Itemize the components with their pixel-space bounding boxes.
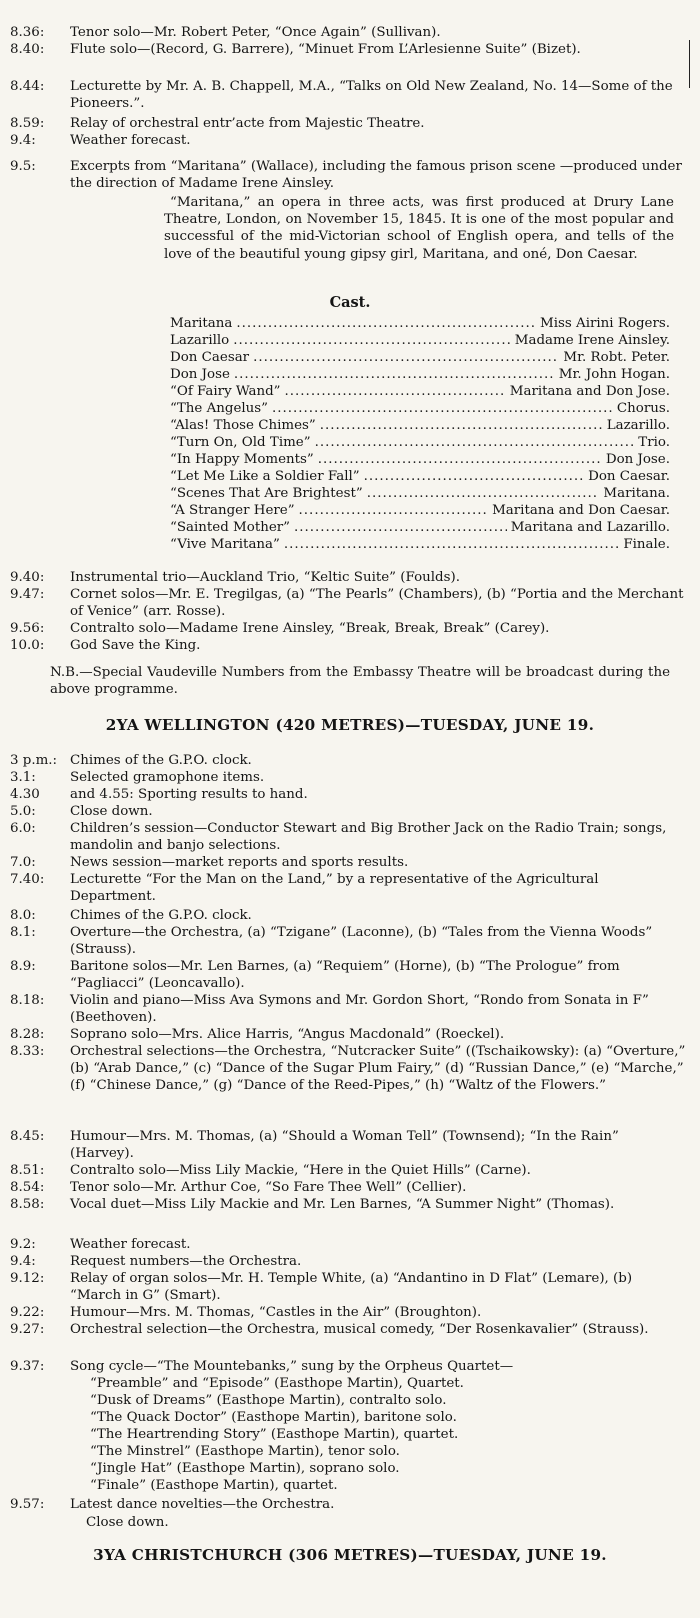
program-entry [10,1496,686,1513]
leader-dots [285,383,506,400]
entry-text: Relay of organ solos—Mr. H. Temple White, (a) “Andantino in D Flat” (Lemare), (b) “March in G” (Smart). [70,1271,633,1304]
entry-time: 6.0: [10,821,36,836]
entry-time: 8.51: [10,1163,45,1178]
program-entry [10,1270,686,1304]
entry-text: Orchestral selection—the Orchestra, musical comedy, “Der Rosenkavalier” (Strauss). [70,1322,649,1337]
entry-text: Instrumental trio—Auckland Trio, “Keltic Suite” (Foulds). [70,570,460,585]
cast-performer: Chorus. [616,401,670,416]
cast-performer: Trio. [638,435,670,450]
entry-time: 9.2: [10,1237,36,1252]
cast-role: Don Jose [170,367,230,382]
program-entry [10,637,686,654]
cast-role: Don Caesar [170,350,250,365]
entry-time: 8.36: [10,25,45,40]
cast-role: Lazarillo [170,333,230,348]
program-entry [10,132,686,149]
entry-text: Tenor solo—Mr. Robert Peter, “Once Again” (Sullivan). [70,25,441,40]
entry-text: Excerpts from “Maritana” (Wallace), including the famous prison scene —produced under the direction of Madame Irene Ainsley. [70,159,682,192]
program-entry [10,620,686,637]
cast-row [170,451,670,468]
leader-dots [299,502,489,519]
entry-text: Orchestral selections—the Orchestra, “Nutcracker Suite” ((Tschaikowsky): (a) “Overture,” (b) “Arab Dance,” (c) “Dance of the Sugar Plum Fairy,” (d) “Russian Dance,” (e) “Marche,” (f) “Chinese Dance,” (g) “Dance of the Reed-Pipes,” (h) “Waltz of the Flowers.” [70,1044,686,1094]
entry-text: Weather forecast. [70,1237,191,1252]
entry-time: 5.0: [10,804,36,819]
cast-row [170,468,670,485]
entry-text: Soprano solo—Mrs. Alice Harris, “Angus Macdonald” (Roeckel). [70,1027,505,1042]
cast-performer: Mr. Robt. Peter. [563,350,670,365]
leader-dots [284,536,619,553]
entry-time: 3.1: [10,770,36,785]
cast-performer: Madame Irene Ainsley. [514,333,670,348]
entry-text: and 4.55: Sporting results to hand. [70,787,308,802]
entry-time: 9.37: [10,1359,45,1374]
entry-text: Latest dance novelties—the Orchestra. [70,1497,335,1512]
song-cycle-line: “The Minstrel” (Easthope Martin), tenor solo. [90,1444,400,1459]
station-heading-3ya: 3YA CHRISTCHURCH (306 METRES)—TUESDAY, JUNE 19. [93,1546,607,1564]
entry-time: 8.54: [10,1180,45,1195]
program-entry [10,1128,686,1162]
entry-text: Close down. [70,804,153,819]
cast-row [170,383,670,400]
leader-dots [315,434,635,451]
program-entry [10,820,686,854]
entry-time: 9.27: [10,1322,45,1337]
entry-text: Children’s session—Conductor Stewart and Big Brother Jack on the Radio Train; songs, mandolin and banjo selections. [70,821,667,854]
leader-dots [320,417,603,434]
entry-time: 7.0: [10,855,36,870]
program-entry [10,907,686,924]
entry-text: Contralto solo—Madame Irene Ainsley, “Break, Break, Break” (Carey). [70,621,550,636]
entry-text: Contralto solo—Miss Lily Mackie, “Here in the Quiet Hills” (Carne). [70,1163,531,1178]
cast-role: “Let Me Like a Soldier Fall” [170,469,360,484]
cast-performer: Finale. [623,537,670,552]
entry-time: 8.9: [10,959,36,974]
entry-time: 8.45: [10,1129,45,1144]
program-entry [10,1253,686,1270]
entry-time: 9.40: [10,570,45,585]
cast-row [170,485,670,502]
entry-time: 9.12: [10,1271,45,1286]
program-entry [10,958,686,992]
song-cycle-line: “Finale” (Easthope Martin), quartet. [90,1478,338,1493]
entry-time: 8.1: [10,925,36,940]
program-entry [10,992,686,1026]
leader-dots [234,366,555,383]
entry-time: 9.4: [10,133,36,148]
cast-performer: Mr. John Hogan. [558,367,670,382]
entry-text: Tenor solo—Mr. Arthur Coe, “So Fare Thee Well” (Cellier). [70,1180,467,1195]
leader-dots [253,349,559,366]
cast-role: “Sainted Mother” [170,520,290,535]
cast-performer: Maritana. [603,486,670,501]
entry-time: 9.22: [10,1305,45,1320]
leader-dots [236,315,536,332]
entry-time: 8.59: [10,116,45,131]
entry-text: Chimes of the G.P.O. clock. [70,753,252,768]
cast-performer: Don Caesar. [588,469,670,484]
program-entry [10,569,686,586]
entry-time: 8.18: [10,993,45,1008]
program-entry [10,769,686,786]
cast-performer: Maritana and Lazarillo. [510,520,670,535]
program-entry [10,78,686,112]
leader-dots [367,485,600,502]
program-entry [10,1196,686,1213]
cast-row [170,519,670,536]
entry-text: Request numbers—the Orchestra. [70,1254,302,1269]
entry-text: News session—market reports and sports results. [70,855,409,870]
leader-dots [272,400,613,417]
column-rule [689,40,690,88]
nb-note: N.B.—Special Vaudeville Numbers from the Embassy Theatre will be broadcast during the above programme. [50,665,670,698]
entry-time: 4.30 [10,787,40,802]
entry-text: Humour—Mrs. M. Thomas, (a) “Should a Woman Tell” (Townsend); “In the Rain” (Harvey). [70,1129,619,1162]
maritana-description: “Maritana,” an opera in three acts, was first produced at Drury Lane Theatre, London, on November 15, 1845. It is one of the most popular and successful of the mid-Victorian school of English opera, and tells of the love of the beautiful young gipsy girl, Maritana, and oné, Don Caesar. [164,195,674,262]
cast-role: Maritana [170,316,233,331]
program-entry [10,41,686,58]
entry-text: God Save the King. [70,638,201,653]
entry-time: 10.0: [10,638,45,653]
entry-time: 9.57: [10,1497,45,1512]
entry-time: 8.28: [10,1027,45,1042]
cast-row [170,536,670,553]
program-entry [10,752,686,769]
entry-text: Selected gramophone items. [70,770,265,785]
cast-role: “In Happy Moments” [170,452,314,467]
program-entry [10,786,686,803]
program-entry [10,803,686,820]
program-entry [10,115,686,132]
program-entry [10,1236,686,1253]
station-heading-2ya: 2YA WELLINGTON (420 METRES)—TUESDAY, JUNE 19. [105,716,595,734]
program-entry [10,1043,686,1095]
cast-role: “Vive Maritana” [170,537,280,552]
entry-text: Vocal duet—Miss Lily Mackie and Mr. Len Barnes, “A Summer Night” (Thomas). [70,1197,615,1212]
leader-dots [364,468,584,485]
cast-performer: Maritana and Don Caesar. [492,503,670,518]
leader-dots [294,519,507,536]
cast-row [170,315,670,332]
cast-role: “Alas! Those Chimes” [170,418,316,433]
cast-row [170,349,670,366]
cast-role: “Of Fairy Wand” [170,384,281,399]
cast-row [170,332,670,349]
cast-role: “Scenes That Are Brightest” [170,486,363,501]
entry-time: 8.33: [10,1044,45,1059]
cast-title: Cast. [329,294,371,311]
entry-text: Lecturette “For the Man on the Land,” by a representative of the Agricultural Department. [70,872,599,905]
entry-text: Humour—Mrs. M. Thomas, “Castles in the Air” (Broughton). [70,1305,482,1320]
program-entry [10,1026,686,1043]
entry-text: Relay of orchestral entr’acte from Majestic Theatre. [70,116,425,131]
cast-performer: Miss Airini Rogers. [540,316,670,331]
entry-text: Flute solo—(Record, G. Barrere), “Minuet From L’Arlesienne Suite” (Bizet). [70,42,581,57]
program-entry [10,1179,686,1196]
cast-row [170,434,670,451]
entry-time: 8.0: [10,908,36,923]
program-entry [10,1321,686,1338]
program-entry [10,586,686,620]
cast-row [170,366,670,383]
close-down-line: Close down. [86,1515,169,1530]
entry-time: 3 p.m.: [10,753,58,768]
entry-time: 8.44: [10,79,45,94]
entry-time: 9.4: [10,1254,36,1269]
entry-text: Baritone solos—Mr. Len Barnes, (a) “Requiem” (Horne), (b) “The Prologue” from “Pagliacci” (Leoncavallo). [70,959,620,992]
entry-time: 8.58: [10,1197,45,1212]
program-entry [10,158,686,192]
entry-time: 9.5: [10,159,36,174]
leader-dots [233,332,511,349]
program-entry [10,1304,686,1321]
cast-role: “A Stranger Here” [170,503,295,518]
entry-text: Chimes of the G.P.O. clock. [70,908,252,923]
entry-time: 9.47: [10,587,45,602]
entry-text: Overture—the Orchestra, (a) “Tzigane” (Laconne), (b) “Tales from the Vienna Woods” (Strauss). [70,925,653,958]
program-entry [10,871,686,905]
song-cycle-line: “Dusk of Dreams” (Easthope Martin), contralto solo. [90,1393,447,1408]
cast-row [170,417,670,434]
program-entry [10,854,686,871]
entry-text: Lecturette by Mr. A. B. Chappell, M.A., “Talks on Old New Zealand, No. 14—Some of the Pioneers.”. [70,79,673,112]
cast-performer: Lazarillo. [606,418,670,433]
entry-text: Violin and piano—Miss Ava Symons and Mr. Gordon Short, “Rondo from Sonata in F” (Beethoven). [70,993,649,1026]
cast-row [170,400,670,417]
program-entry [10,1358,686,1375]
cast-role: “Turn On, Old Time” [170,435,311,450]
cast-performer: Maritana and Don Jose. [509,384,670,399]
song-cycle-line: “Jingle Hat” (Easthope Martin), soprano solo. [90,1461,400,1476]
entry-time: 8.40: [10,42,45,57]
cast-row [170,502,670,519]
entry-text: Weather forecast. [70,133,191,148]
entry-text: Song cycle—“The Mountebanks,” sung by the Orpheus Quartet— [70,1359,514,1374]
song-cycle-line: “Preamble” and “Episode” (Easthope Martin), Quartet. [90,1376,464,1391]
cast-performer: Don Jose. [605,452,670,467]
entry-time: 9.56: [10,621,45,636]
cast-role: “The Angelus” [170,401,268,416]
program-entry [10,24,686,41]
song-cycle-line: “The Quack Doctor” (Easthope Martin), baritone solo. [90,1410,457,1425]
leader-dots [318,451,602,468]
entry-text: Cornet solos—Mr. E. Tregilgas, (a) “The Pearls” (Chambers), (b) “Portia and the Merchant of Venice” (arr. Rosse). [70,587,684,620]
program-entry [10,1162,686,1179]
entry-time: 7.40: [10,872,45,887]
program-entry [10,924,686,958]
song-cycle-line: “The Heartrending Story” (Easthope Martin), quartet. [90,1427,459,1442]
